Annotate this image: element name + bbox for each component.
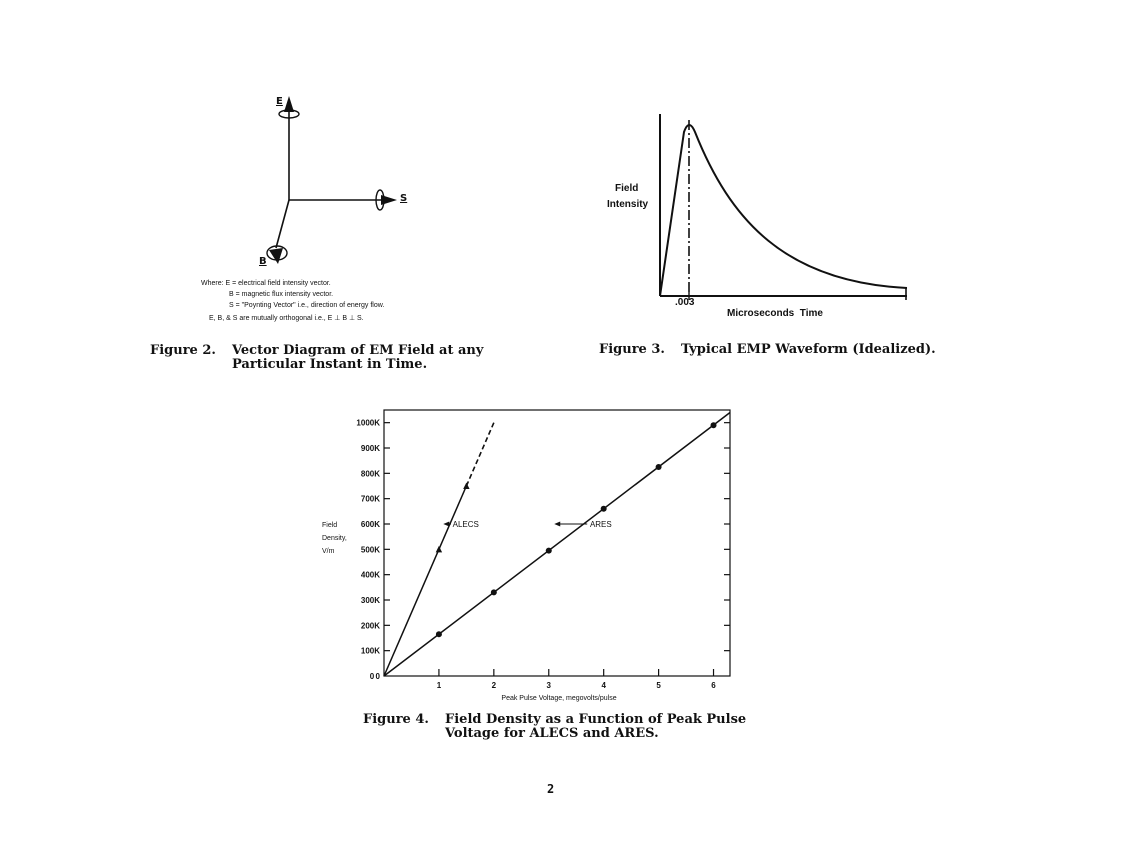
fig4-ytick-label: 600K — [360, 520, 380, 529]
figure3-caption-text: Typical EMP Waveform (Idealized). — [681, 342, 936, 357]
figure2-caption-label: Figure 2. — [150, 343, 216, 358]
ares-point — [711, 422, 717, 428]
alecs-annotation-label: ALECS — [452, 520, 479, 529]
figure2-vector-diagram — [255, 90, 425, 275]
figure4-caption-line-1: Field Density as a Function of Peak Pulse — [445, 712, 747, 727]
fig4-ytick-label: 700K — [360, 494, 380, 504]
s-axis-label: S — [400, 193, 408, 204]
b-axis-label: B — [259, 256, 267, 267]
fig3-xtick-label: .003 — [675, 297, 695, 308]
figure3-emp-waveform — [655, 110, 915, 305]
figure2-legend-line-1: Where: E = electrical field intensity vector. — [201, 280, 331, 287]
ares-annotation-label: ARES — [589, 520, 612, 529]
fig4-xtick-label: 6 — [711, 681, 716, 690]
fig4-xtick-label: 3 — [546, 681, 551, 690]
figure2-legend-line-2: B = magnetic flux intensity vector. — [229, 291, 334, 298]
figure3-caption-label: Figure 3. — [599, 342, 665, 357]
fig3-ylabel-line-2: Intensity — [607, 199, 649, 210]
ares-point — [491, 589, 497, 595]
figure4-chart — [300, 400, 760, 710]
fig4-ylabel-line: Density, — [322, 535, 347, 542]
fig4-ytick-label: 100K — [360, 646, 380, 656]
fig4-ytick-label: 0 — [375, 672, 380, 681]
alecs-point — [436, 546, 442, 553]
fig4-ytick-label: 900K — [360, 444, 380, 453]
fig4-ylabel-line: Field — [322, 522, 338, 529]
figure2-legend-line-4: E, B, & S are mutually orthogonal i.e., E ⊥ B ⊥ S. — [209, 315, 364, 322]
fig4-ytick-label: 500K — [360, 545, 380, 555]
fig4-xtick-label: 2 — [491, 681, 497, 690]
ares-annotation-arrowhead — [554, 522, 560, 527]
fig4-xtick-label: 0 — [369, 672, 375, 681]
b-axis — [276, 200, 289, 248]
figure4-caption-label: Figure 4. — [363, 712, 429, 727]
ares-point — [656, 464, 662, 470]
fig4-ytick-label: 800K — [360, 469, 380, 479]
alecs-line-extrapolated — [466, 423, 493, 486]
figure4-caption-line-2: Voltage for ALECS and ARES. — [445, 726, 659, 741]
page-number: 2 — [547, 782, 555, 796]
ares-point — [436, 631, 442, 637]
ares-point — [546, 548, 552, 554]
ares-point — [601, 506, 607, 512]
e-axis-label: E — [276, 96, 283, 107]
fig3-xlabel: Microseconds Time — [727, 308, 823, 319]
figure2-caption-line-2: Particular Instant in Time. — [232, 357, 428, 372]
fig3-waveform-curve — [660, 125, 907, 296]
alecs-annotation-arrowhead — [443, 522, 449, 527]
fig4-ytick-label: 300K — [360, 596, 380, 605]
fig4-lines — [384, 413, 730, 676]
fig4-ytick-label: 200K — [360, 621, 380, 631]
b-arrowhead — [269, 248, 283, 264]
ares-line — [384, 413, 730, 676]
fig4-xlabel: Peak Pulse Voltage, megovolts/pulse — [501, 695, 617, 702]
alecs-line — [384, 486, 466, 676]
alecs-point — [463, 483, 469, 490]
fig4-xtick-label: 5 — [656, 681, 661, 690]
figure2-legend-line-3: S = "Poynting Vector" i.e., direction of energy flow. — [229, 302, 385, 309]
fig4-xtick-label: 1 — [436, 681, 442, 690]
fig3-ylabel-line-1: Field — [615, 183, 639, 194]
fig4-ytick-label: 400K — [360, 570, 380, 580]
figure2-caption-line-1: Vector Diagram of EM Field at any — [232, 343, 484, 358]
fig4-ylabel-line: V/m — [322, 548, 335, 555]
fig4-xtick-label: 4 — [601, 681, 606, 690]
fig4-ytick-label: 1000K — [356, 418, 380, 428]
